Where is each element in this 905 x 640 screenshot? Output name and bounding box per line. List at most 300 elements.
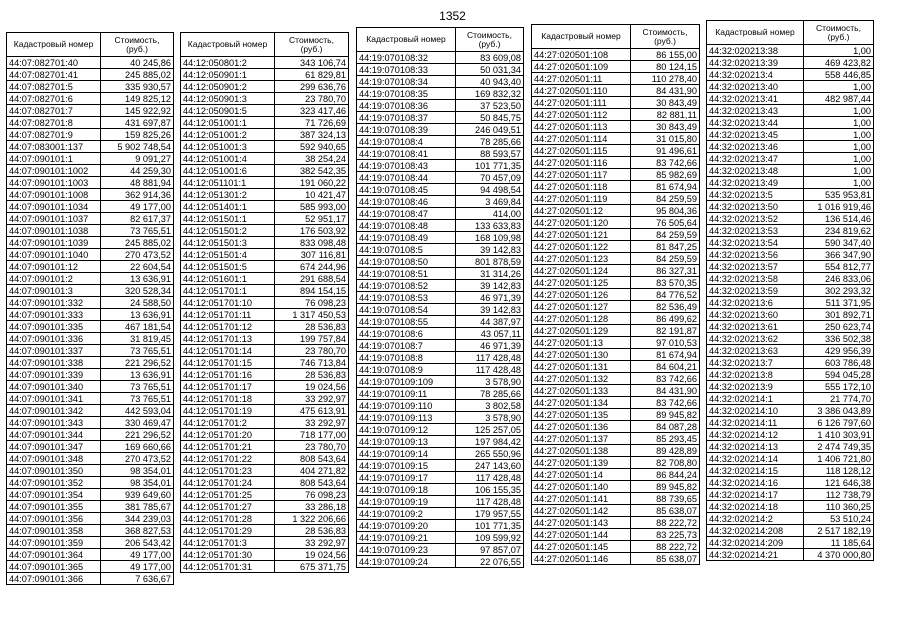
cadastral-number-cell: 44:32:020214:17	[707, 489, 804, 501]
table-row	[532, 553, 700, 565]
cost-cell: 1,00	[804, 153, 874, 165]
table-row	[181, 165, 349, 177]
cadastral-number-cell: 44:19:070108:34	[357, 76, 456, 88]
cadastral-number-cell: 44:19:070109:15	[357, 460, 456, 472]
cadastral-number-cell: 44:27:020501:143	[532, 517, 631, 529]
cadastral-number-cell: 44:12:051001:4	[181, 153, 275, 165]
table-row	[7, 225, 174, 237]
cost-cell: 939 649,60	[101, 489, 174, 501]
cadastral-number-cell: 44:27:020501:124	[532, 265, 631, 277]
cadastral-number-cell: 44:07:090101:365	[7, 561, 101, 573]
cadastral-number-cell: 44:19:070109:24	[357, 556, 456, 568]
table-row	[707, 345, 874, 357]
cadastral-number-cell: 44:27:020501:14	[532, 469, 631, 481]
table-row	[7, 453, 174, 465]
cost-cell: 46 971,39	[456, 340, 524, 352]
cost-cell: 197 984,42	[456, 436, 524, 448]
table-row	[532, 457, 700, 469]
cadastral-number-cell: 44:27:020501:133	[532, 385, 631, 397]
table-row	[181, 345, 349, 357]
cadastral-number-cell: 44:12:051701:16	[181, 369, 275, 381]
cost-cell: 85 638,07	[631, 553, 700, 565]
cost-cell: 206 543,42	[101, 537, 174, 549]
cost-cell: 98 354,01	[101, 477, 174, 489]
table-row	[7, 537, 174, 549]
cost-cell: 592 940,65	[275, 141, 349, 153]
cadastral-number-cell: 44:07:082701:7	[7, 105, 101, 117]
table-row	[707, 69, 874, 81]
cost-cell: 22 076,55	[456, 556, 524, 568]
cost-cell: 88 593,57	[456, 148, 524, 160]
table-row	[357, 520, 524, 532]
cost-cell: 73 765,51	[101, 381, 174, 393]
cost-cell: 169 832,32	[456, 88, 524, 100]
cost-cell: 270 473,52	[101, 249, 174, 261]
cost-cell: 1 322 206,66	[275, 513, 349, 525]
cost-cell: 117 428,48	[456, 472, 524, 484]
table-row	[707, 189, 874, 201]
table-row	[181, 93, 349, 105]
table-row	[532, 517, 700, 529]
cadastral-number-cell: 44:32:020213:49	[707, 177, 804, 189]
cadastral-number-cell: 44:12:050901:5	[181, 105, 275, 117]
cost-cell: 13 636,91	[101, 273, 174, 285]
table-row	[532, 493, 700, 505]
cost-cell: 28 536,83	[275, 525, 349, 537]
cadastral-number-cell: 44:27:020501:115	[532, 145, 631, 157]
table-row	[181, 333, 349, 345]
cadastral-number-cell: 44:07:090101:358	[7, 525, 101, 537]
cost-cell: 299 636,76	[275, 81, 349, 93]
cadastral-number-cell: 44:27:020501:144	[532, 529, 631, 541]
table-row	[707, 141, 874, 153]
table-row	[7, 573, 174, 585]
cadastral-number-cell: 44:07:090101:2	[7, 273, 101, 285]
cost-cell: 23 780,70	[275, 345, 349, 357]
table-row	[532, 181, 700, 193]
cost-cell: 535 953,81	[804, 189, 874, 201]
table-row	[532, 385, 700, 397]
cadastral-number-cell: 44:07:090101:348	[7, 453, 101, 465]
cadastral-number-cell: 44:27:020501:11	[532, 73, 631, 85]
cadastral-number-cell: 44:07:090101:343	[7, 417, 101, 429]
cadastral-number-cell: 44:19:070108:46	[357, 196, 456, 208]
table-row	[707, 537, 874, 549]
cost-cell: 366 347,90	[804, 249, 874, 261]
table-row	[707, 225, 874, 237]
table-row	[532, 265, 700, 277]
table-row	[532, 421, 700, 433]
cost-cell: 94 498,54	[456, 184, 524, 196]
cost-cell: 82 881,11	[631, 109, 700, 121]
cadastral-number-cell: 44:12:051701:17	[181, 381, 275, 393]
cost-cell: 61 829,81	[275, 69, 349, 81]
cadastral-number-cell: 44:27:020501:132	[532, 373, 631, 385]
cadastral-number-cell: 44:12:051001:6	[181, 165, 275, 177]
table-row	[181, 453, 349, 465]
cost-cell: 9 091,27	[101, 153, 174, 165]
table-row	[7, 513, 174, 525]
table-row	[7, 105, 174, 117]
table-row	[181, 297, 349, 309]
table-row	[357, 484, 524, 496]
table-row	[357, 196, 524, 208]
table-row	[532, 109, 700, 121]
cadastral-number-cell: 44:32:020213:38	[707, 45, 804, 57]
cadastral-number-cell: 44:19:070108:9	[357, 364, 456, 376]
cadastral-number-cell: 44:19:070108:47	[357, 208, 456, 220]
table-row	[357, 556, 524, 568]
cost-cell: 52 951,17	[275, 213, 349, 225]
table-row	[532, 121, 700, 133]
table-row	[532, 205, 700, 217]
cadastral-number-cell: 44:12:051001:3	[181, 141, 275, 153]
cadastral-number-cell: 44:07:090101:350	[7, 465, 101, 477]
cost-cell: 169 660,66	[101, 441, 174, 453]
table-row	[181, 357, 349, 369]
cadastral-number-cell: 44:12:051701:29	[181, 525, 275, 537]
cost-cell: 33 292,97	[275, 417, 349, 429]
table-row	[357, 256, 524, 268]
table-row	[181, 105, 349, 117]
cost-cell: 117 428,48	[456, 352, 524, 364]
cadastral-number-cell: 44:27:020501:126	[532, 289, 631, 301]
table-row	[7, 141, 174, 153]
table-row	[7, 333, 174, 345]
table-row	[707, 177, 874, 189]
table-row	[532, 73, 700, 85]
cadastral-number-cell: 44:27:020501:129	[532, 325, 631, 337]
cost-cell: 718 177,00	[275, 429, 349, 441]
table-row	[532, 217, 700, 229]
table-row	[532, 169, 700, 181]
table-row	[707, 297, 874, 309]
table-row	[7, 417, 174, 429]
cadastral-number-cell: 44:07:090101:1039	[7, 237, 101, 249]
cadastral-number-cell: 44:12:051501:1	[181, 213, 275, 225]
cost-cell: 10 421,47	[275, 189, 349, 201]
cost-cell: 1,00	[804, 117, 874, 129]
cost-cell: 1,00	[804, 141, 874, 153]
cadastral-number-cell: 44:12:051501:3	[181, 237, 275, 249]
cadastral-number-cell: 44:19:070108:50	[357, 256, 456, 268]
table-row	[7, 429, 174, 441]
table-row	[181, 249, 349, 261]
cost-cell: 344 239,03	[101, 513, 174, 525]
cadastral-number-cell: 44:12:051701:13	[181, 333, 275, 345]
table-row	[532, 49, 700, 61]
cost-cell: 1 317 450,53	[275, 309, 349, 321]
table-row	[181, 381, 349, 393]
table-row	[532, 289, 700, 301]
cadastral-number-cell: 44:32:020213:52	[707, 213, 804, 225]
cost-cell: 431 697,87	[101, 117, 174, 129]
cadastral-number-cell: 44:12:051501:2	[181, 225, 275, 237]
cost-cell: 89 428,89	[631, 445, 700, 457]
cadastral-number-cell: 44:27:020501:13	[532, 337, 631, 349]
cost-cell: 85 638,07	[631, 505, 700, 517]
cost-cell: 70 457,09	[456, 172, 524, 184]
cadastral-number-cell: 44:19:070109:2	[357, 508, 456, 520]
table-row	[7, 69, 174, 81]
cost-cell: 78 285,66	[456, 136, 524, 148]
table-row	[357, 304, 524, 316]
header-cost: Стоимость, (руб.)	[101, 33, 174, 57]
cost-cell: 382 542,35	[275, 165, 349, 177]
header-cost: Стоимость, (руб.)	[275, 33, 349, 57]
cost-cell: 250 623,74	[804, 321, 874, 333]
cost-cell: 97 010,53	[631, 337, 700, 349]
cadastral-number-cell: 44:07:090101:336	[7, 333, 101, 345]
cadastral-number-cell: 44:19:070108:33	[357, 64, 456, 76]
cadastral-number-cell: 44:32:020214:2	[707, 513, 804, 525]
cadastral-number-cell: 44:19:070108:39	[357, 124, 456, 136]
cadastral-number-cell: 44:12:051701:21	[181, 441, 275, 453]
table-row	[7, 489, 174, 501]
cadastral-number-cell: 44:07:082701:6	[7, 93, 101, 105]
cadastral-number-cell: 44:07:090101:364	[7, 549, 101, 561]
cadastral-number-cell: 44:19:070108:7	[357, 340, 456, 352]
table-row	[181, 57, 349, 69]
cost-cell: 555 172,10	[804, 381, 874, 393]
page-number: 1352	[439, 9, 466, 23]
cost-cell: 89 945,82	[631, 409, 700, 421]
cadastral-number-cell: 44:19:070108:32	[357, 52, 456, 64]
cadastral-number-cell: 44:07:090101:1002	[7, 165, 101, 177]
cadastral-number-cell: 44:12:050901:3	[181, 93, 275, 105]
cost-cell: 179 957,55	[456, 508, 524, 520]
cost-cell: 1,00	[804, 81, 874, 93]
table-row	[181, 201, 349, 213]
cost-cell: 24 588,50	[101, 297, 174, 309]
table-row	[181, 117, 349, 129]
cadastral-number-cell: 44:12:051701:18	[181, 393, 275, 405]
cadastral-number-cell: 44:19:070108:44	[357, 172, 456, 184]
table-row	[181, 273, 349, 285]
cadastral-number-cell: 44:27:020501:145	[532, 541, 631, 553]
cost-cell: 50 845,75	[456, 112, 524, 124]
cadastral-number-cell: 44:07:082701:9	[7, 129, 101, 141]
cost-cell: 176 503,92	[275, 225, 349, 237]
table-row	[181, 405, 349, 417]
cadastral-number-cell: 44:07:090101:1034	[7, 201, 101, 213]
cadastral-number-cell: 44:07:090101:356	[7, 513, 101, 525]
cadastral-number-cell: 44:19:070108:52	[357, 280, 456, 292]
cost-cell: 558 446,85	[804, 69, 874, 81]
cost-cell: 13 636,91	[101, 309, 174, 321]
cadastral-number-cell: 44:32:020213:47	[707, 153, 804, 165]
cadastral-number-cell: 44:32:020213:63	[707, 345, 804, 357]
cadastral-number-cell: 44:27:020501:119	[532, 193, 631, 205]
table-row	[357, 400, 524, 412]
cadastral-number-cell: 44:07:090101:1008	[7, 189, 101, 201]
cost-cell: 49 177,00	[101, 561, 174, 573]
cadastral-number-cell: 44:12:051701:12	[181, 321, 275, 333]
cadastral-number-cell: 44:27:020501:12	[532, 205, 631, 217]
cadastral-number-cell: 44:27:020501:139	[532, 457, 631, 469]
cadastral-number-cell: 44:12:050901:2	[181, 81, 275, 93]
table-row	[181, 237, 349, 249]
table-row	[7, 165, 174, 177]
cadastral-number-cell: 44:27:020501:113	[532, 121, 631, 133]
table-row	[532, 445, 700, 457]
cadastral-number-cell: 44:07:090101:1	[7, 153, 101, 165]
cadastral-number-cell: 44:32:020213:44	[707, 117, 804, 129]
table-row	[707, 153, 874, 165]
cadastral-number-cell: 44:27:020501:140	[532, 481, 631, 493]
cadastral-number-cell: 44:19:070108:8	[357, 352, 456, 364]
cost-cell: 78 285,66	[456, 388, 524, 400]
cadastral-number-cell: 44:19:070108:36	[357, 100, 456, 112]
cost-cell: 270 473,52	[101, 453, 174, 465]
cadastral-number-cell: 44:27:020501:116	[532, 157, 631, 169]
cadastral-number-cell: 44:12:051701:1	[181, 285, 275, 297]
cost-cell: 31 015,80	[631, 133, 700, 145]
cost-cell: 3 578,90	[456, 376, 524, 388]
cost-cell: 88 222,72	[631, 517, 700, 529]
cadastral-number-cell: 44:12:051701:28	[181, 513, 275, 525]
cadastral-number-cell: 44:27:020501:142	[532, 505, 631, 517]
table-row	[357, 436, 524, 448]
table-row	[707, 165, 874, 177]
table-row	[7, 81, 174, 93]
table-row	[707, 105, 874, 117]
cadastral-number-cell: 44:32:020213:56	[707, 249, 804, 261]
table-row	[707, 501, 874, 513]
cost-cell: 86 327,31	[631, 265, 700, 277]
table-row	[707, 417, 874, 429]
cost-cell: 1,00	[804, 105, 874, 117]
cadastral-number-cell: 44:07:090101:339	[7, 369, 101, 381]
cadastral-number-cell: 44:12:051701:30	[181, 549, 275, 561]
cost-cell: 50 031,34	[456, 64, 524, 76]
cadastral-number-cell: 44:19:070108:43	[357, 160, 456, 172]
cost-cell: 81 674,94	[631, 181, 700, 193]
cost-cell: 101 771,35	[456, 520, 524, 532]
cadastral-number-cell: 44:32:020213:41	[707, 93, 804, 105]
table-row	[707, 45, 874, 57]
cost-cell: 33 286,18	[275, 501, 349, 513]
cost-cell: 49 177,00	[101, 549, 174, 561]
cost-cell: 31 819,45	[101, 333, 174, 345]
cadastral-number-cell: 44:32:020213:46	[707, 141, 804, 153]
cadastral-number-cell: 44:32:020213:50	[707, 201, 804, 213]
table-row	[357, 220, 524, 232]
table-row	[707, 321, 874, 333]
cost-cell: 86 499,62	[631, 313, 700, 325]
cost-cell: 82 536,49	[631, 301, 700, 313]
cadastral-number-cell: 44:32:020213:57	[707, 261, 804, 273]
cost-cell: 80 124,15	[631, 61, 700, 73]
table-row	[707, 57, 874, 69]
cadastral-number-cell: 44:19:070109:23	[357, 544, 456, 556]
cost-cell: 245 885,02	[101, 69, 174, 81]
cadastral-number-cell: 44:07:090101:1003	[7, 177, 101, 189]
table-row	[707, 117, 874, 129]
table-row	[7, 477, 174, 489]
cadastral-number-cell: 44:32:020213:54	[707, 237, 804, 249]
table-row	[357, 352, 524, 364]
header-code: Кадастровый номер	[707, 21, 804, 45]
cost-cell: 53 510,24	[804, 513, 874, 525]
table-row	[7, 213, 174, 225]
table-row	[357, 448, 524, 460]
table-row	[7, 525, 174, 537]
cost-cell: 101 771,35	[456, 160, 524, 172]
table-row	[357, 496, 524, 508]
cost-cell: 84 431,90	[631, 85, 700, 97]
table-row	[7, 357, 174, 369]
cost-cell: 159 825,26	[101, 129, 174, 141]
table-row	[707, 369, 874, 381]
cost-cell: 48 881,94	[101, 177, 174, 189]
cadastral-number-cell: 44:19:070109:13	[357, 436, 456, 448]
cost-cell: 1,00	[804, 45, 874, 57]
cadastral-number-cell: 44:19:070109:113	[357, 412, 456, 424]
table-row	[707, 93, 874, 105]
cadastral-number-cell: 44:32:020213:43	[707, 105, 804, 117]
cadastral-number-cell: 44:19:070108:41	[357, 148, 456, 160]
cost-cell: 121 646,38	[804, 477, 874, 489]
cadastral-number-cell: 44:19:070108:45	[357, 184, 456, 196]
table-row	[532, 229, 700, 241]
table-row	[7, 381, 174, 393]
table-row	[357, 472, 524, 484]
table-row	[181, 141, 349, 153]
cadastral-number-cell: 44:07:090101:1040	[7, 249, 101, 261]
cadastral-number-cell: 44:12:051701:14	[181, 345, 275, 357]
cost-cell: 86 155,00	[631, 49, 700, 61]
cost-cell: 246 833,06	[804, 273, 874, 285]
cadastral-number-cell: 44:32:020213:60	[707, 309, 804, 321]
table-row	[7, 501, 174, 513]
table-row	[181, 69, 349, 81]
cadastral-number-cell: 44:07:090101:12	[7, 261, 101, 273]
table-row	[7, 549, 174, 561]
table-row	[357, 460, 524, 472]
cost-cell: 30 843,49	[631, 121, 700, 133]
cost-cell: 590 347,40	[804, 237, 874, 249]
cost-cell: 133 633,83	[456, 220, 524, 232]
header-cost: Стоимость, (руб.)	[456, 28, 524, 52]
cadastral-number-cell: 44:07:090101:352	[7, 477, 101, 489]
cadastral-number-cell: 44:07:090101:344	[7, 429, 101, 441]
cost-cell: 2 517 182,19	[804, 525, 874, 537]
cost-cell: 43 057,11	[456, 328, 524, 340]
cadastral-number-cell: 44:32:020213:53	[707, 225, 804, 237]
cost-cell: 746 713,84	[275, 357, 349, 369]
cost-cell: 323 417,46	[275, 105, 349, 117]
cost-cell: 49 177,00	[101, 201, 174, 213]
table-row	[357, 316, 524, 328]
cost-cell: 1,00	[804, 177, 874, 189]
cost-cell: 221 296,52	[101, 357, 174, 369]
table-row	[7, 561, 174, 573]
cost-cell: 83 742,66	[631, 157, 700, 169]
cost-cell: 76 098,23	[275, 489, 349, 501]
table-row	[357, 124, 524, 136]
table-row	[357, 148, 524, 160]
cost-cell: 40 943,40	[456, 76, 524, 88]
table-row	[357, 184, 524, 196]
table-row	[357, 340, 524, 352]
cost-cell: 84 259,59	[631, 253, 700, 265]
table-row	[707, 213, 874, 225]
cost-cell: 28 536,83	[275, 321, 349, 333]
cost-cell: 44 387,97	[456, 316, 524, 328]
table-row	[7, 153, 174, 165]
cadastral-number-cell: 44:32:020214:21	[707, 549, 804, 561]
